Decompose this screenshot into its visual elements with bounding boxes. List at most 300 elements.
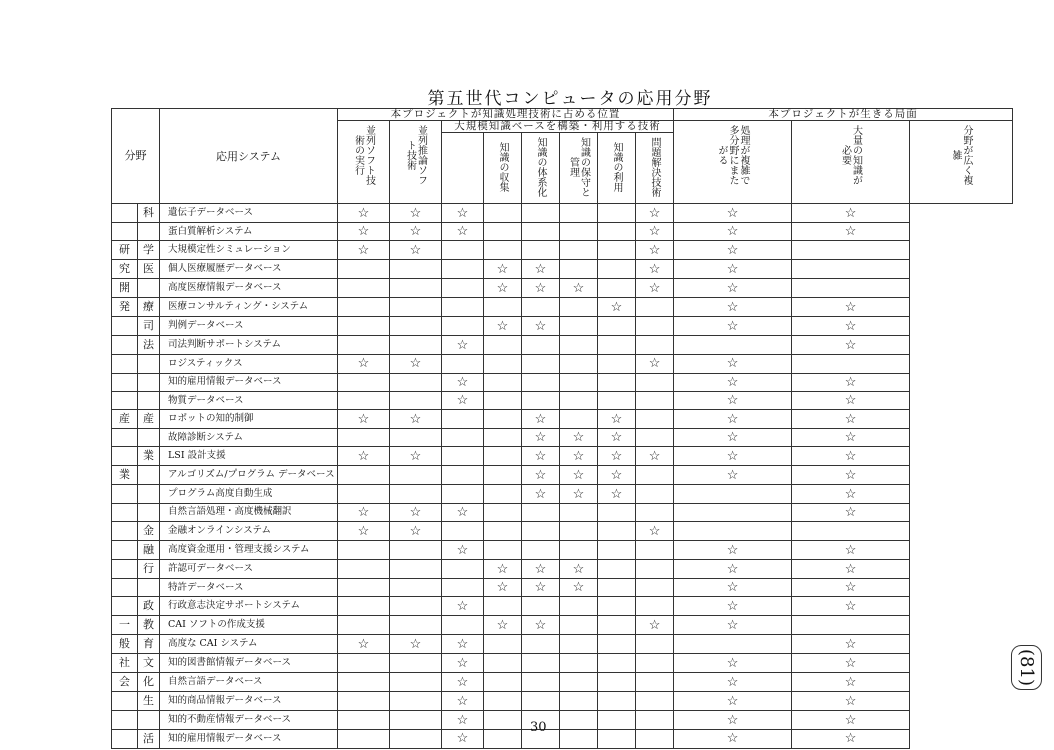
empty-mark-cell (560, 223, 598, 241)
empty-mark-cell (522, 241, 560, 260)
header-group-2: 本プロジェクトが生きる局面 (674, 109, 1013, 121)
empty-mark-cell (338, 391, 390, 409)
table-row (112, 336, 1013, 355)
empty-mark-cell (390, 597, 442, 616)
star-mark-cell: ☆ (636, 355, 674, 373)
star-mark-cell: ☆ (674, 223, 792, 241)
header-col-2-label: 並列推論ソフト技術 (404, 125, 427, 185)
subfield-cell: 化 (138, 673, 160, 692)
header-col-4-label: 知識の体系化 (535, 137, 546, 197)
empty-mark-cell (484, 597, 522, 616)
subfield-cell (138, 279, 160, 298)
empty-mark-cell (560, 654, 598, 673)
system-name-cell: 医療コンサルティング・システム (160, 298, 338, 317)
table-row (112, 541, 1013, 560)
star-mark-cell: ☆ (390, 522, 442, 541)
document-title: 第五世代コンピュータの応用分野 (427, 89, 713, 109)
empty-mark-cell (484, 241, 522, 260)
system-name-cell: 遺伝子データベース (160, 204, 338, 223)
field-cell: 究 (112, 260, 138, 279)
table-row (112, 729, 1013, 748)
empty-mark-cell (390, 336, 442, 355)
field-cell (112, 503, 138, 521)
empty-mark-cell (598, 560, 636, 579)
empty-mark-cell (636, 635, 674, 654)
subfield-cell: 育 (138, 635, 160, 654)
field-cell (112, 373, 138, 391)
star-mark-cell: ☆ (792, 373, 910, 391)
empty-mark-cell (560, 373, 598, 391)
star-mark-cell: ☆ (390, 503, 442, 521)
empty-mark-cell (560, 260, 598, 279)
star-mark-cell: ☆ (598, 485, 636, 503)
empty-mark-cell (522, 522, 560, 541)
empty-mark-cell (484, 429, 522, 447)
table-row (112, 673, 1013, 692)
table-row (112, 654, 1013, 673)
header-col-8-label: 処理が複雑で多分野にまたがる (716, 125, 750, 185)
subfield-cell: 産 (138, 410, 160, 429)
empty-mark-cell (390, 466, 442, 485)
empty-mark-cell (598, 673, 636, 692)
subfield-cell: 科 (138, 204, 160, 223)
field-cell: 業 (112, 466, 138, 485)
star-mark-cell: ☆ (674, 729, 792, 748)
star-mark-cell: ☆ (442, 391, 484, 409)
subfield-cell: 政 (138, 597, 160, 616)
empty-mark-cell (522, 355, 560, 373)
subfield-cell: 司 (138, 317, 160, 336)
header-bunya-label: 分野 (124, 149, 147, 162)
star-mark-cell: ☆ (792, 204, 910, 223)
field-cell (112, 692, 138, 711)
empty-mark-cell (484, 373, 522, 391)
system-name-cell: LSI 設計支援 (160, 447, 338, 466)
star-mark-cell: ☆ (484, 579, 522, 597)
star-mark-cell: ☆ (598, 429, 636, 447)
star-mark-cell: ☆ (636, 616, 674, 635)
system-name-cell: ロボットの知的制御 (160, 410, 338, 429)
empty-mark-cell (598, 241, 636, 260)
star-mark-cell: ☆ (338, 635, 390, 654)
empty-mark-cell (390, 616, 442, 635)
empty-mark-cell (522, 597, 560, 616)
empty-mark-cell (636, 410, 674, 429)
star-mark-cell: ☆ (674, 673, 792, 692)
empty-mark-cell (598, 373, 636, 391)
header-col-blank (442, 133, 484, 204)
star-mark-cell: ☆ (792, 635, 910, 654)
subfield-cell: 業 (138, 447, 160, 466)
header-col-1 (338, 121, 390, 204)
star-mark-cell: ☆ (792, 579, 910, 597)
star-mark-cell: ☆ (522, 560, 560, 579)
empty-mark-cell (390, 429, 442, 447)
empty-mark-cell (598, 635, 636, 654)
field-cell (112, 447, 138, 466)
empty-mark-cell (598, 579, 636, 597)
empty-mark-cell (598, 729, 636, 748)
empty-mark-cell (674, 503, 792, 521)
empty-mark-cell (390, 579, 442, 597)
empty-mark-cell (338, 579, 390, 597)
empty-mark-cell (442, 279, 484, 298)
table-row (112, 298, 1013, 317)
table-row (112, 410, 1013, 429)
empty-mark-cell (338, 373, 390, 391)
empty-mark-cell (522, 391, 560, 409)
system-name-cell: 許認可データベース (160, 560, 338, 579)
field-cell (112, 560, 138, 579)
empty-mark-cell (560, 503, 598, 521)
star-mark-cell: ☆ (792, 729, 910, 748)
star-mark-cell: ☆ (598, 466, 636, 485)
star-mark-cell: ☆ (484, 279, 522, 298)
table-body (112, 204, 1013, 749)
empty-mark-cell (442, 317, 484, 336)
subfield-cell (138, 429, 160, 447)
star-mark-cell: ☆ (674, 204, 792, 223)
subfield-cell: 教 (138, 616, 160, 635)
empty-mark-cell (338, 673, 390, 692)
star-mark-cell: ☆ (674, 466, 792, 485)
star-mark-cell: ☆ (484, 317, 522, 336)
system-name-cell: 知的図書館情報データベース (160, 654, 338, 673)
empty-mark-cell (522, 692, 560, 711)
star-mark-cell: ☆ (338, 241, 390, 260)
empty-mark-cell (674, 336, 792, 355)
star-mark-cell: ☆ (636, 279, 674, 298)
empty-mark-cell (598, 336, 636, 355)
star-mark-cell: ☆ (522, 485, 560, 503)
empty-mark-cell (792, 279, 910, 298)
system-name-cell: 蛋白質解析システム (160, 223, 338, 241)
header-col-1-label: 並列ソフト技術の実行 (352, 125, 375, 185)
system-name-cell: 知的雇用情報データベース (160, 729, 338, 748)
star-mark-cell: ☆ (674, 279, 792, 298)
field-cell (112, 541, 138, 560)
system-name-cell: 知的雇用情報データベース (160, 373, 338, 391)
subfield-cell (138, 391, 160, 409)
empty-mark-cell (484, 692, 522, 711)
system-name-cell: 大規模定性シミュレーション (160, 241, 338, 260)
empty-mark-cell (560, 391, 598, 409)
empty-mark-cell (560, 635, 598, 654)
field-cell (112, 223, 138, 241)
empty-mark-cell (560, 692, 598, 711)
header-group-1: 本プロジェクトが知識処理技術に占める位置 (338, 109, 674, 121)
system-name-cell: 物質データベース (160, 391, 338, 409)
star-mark-cell: ☆ (484, 560, 522, 579)
empty-mark-cell (636, 692, 674, 711)
star-mark-cell: ☆ (674, 355, 792, 373)
empty-mark-cell (338, 711, 390, 729)
star-mark-cell: ☆ (338, 503, 390, 521)
header-col-4 (522, 133, 560, 204)
field-cell: 社 (112, 654, 138, 673)
system-name-cell: CAI ソフトの作成支援 (160, 616, 338, 635)
empty-mark-cell (338, 485, 390, 503)
star-mark-cell: ☆ (792, 560, 910, 579)
star-mark-cell: ☆ (636, 260, 674, 279)
table-row (112, 355, 1013, 373)
empty-mark-cell (636, 729, 674, 748)
field-cell: 発 (112, 298, 138, 317)
table-row (112, 616, 1013, 635)
star-mark-cell: ☆ (522, 410, 560, 429)
empty-mark-cell (390, 373, 442, 391)
table-row (112, 204, 1013, 223)
system-name-cell: ロジスティックス (160, 355, 338, 373)
empty-mark-cell (442, 466, 484, 485)
star-mark-cell: ☆ (636, 204, 674, 223)
header-col-2 (390, 121, 442, 204)
empty-mark-cell (484, 673, 522, 692)
empty-mark-cell (636, 485, 674, 503)
table-row (112, 579, 1013, 597)
empty-mark-cell (598, 597, 636, 616)
system-name-cell: 故障診断システム (160, 429, 338, 447)
header-col-6 (598, 133, 636, 204)
table-row (112, 711, 1013, 729)
field-cell: 般 (112, 635, 138, 654)
star-mark-cell: ☆ (674, 579, 792, 597)
star-mark-cell: ☆ (560, 560, 598, 579)
star-mark-cell: ☆ (792, 447, 910, 466)
field-cell (112, 355, 138, 373)
header-col-3 (484, 133, 522, 204)
star-mark-cell: ☆ (522, 466, 560, 485)
star-mark-cell: ☆ (792, 541, 910, 560)
star-mark-cell: ☆ (390, 635, 442, 654)
star-mark-cell: ☆ (560, 447, 598, 466)
star-mark-cell: ☆ (390, 447, 442, 466)
empty-mark-cell (636, 541, 674, 560)
header-col-9 (792, 121, 910, 204)
empty-mark-cell (792, 241, 910, 260)
empty-mark-cell (338, 654, 390, 673)
empty-mark-cell (598, 503, 636, 521)
field-cell: 一 (112, 616, 138, 635)
empty-mark-cell (560, 616, 598, 635)
header-col-7 (636, 133, 674, 204)
empty-mark-cell (598, 317, 636, 336)
empty-mark-cell (484, 336, 522, 355)
empty-mark-cell (390, 260, 442, 279)
empty-mark-cell (484, 391, 522, 409)
subfield-cell: 生 (138, 692, 160, 711)
empty-mark-cell (484, 541, 522, 560)
star-mark-cell: ☆ (792, 410, 910, 429)
star-mark-cell: ☆ (338, 355, 390, 373)
system-name-cell: 自然言語データベース (160, 673, 338, 692)
empty-mark-cell (792, 355, 910, 373)
header-col-10 (910, 121, 1013, 204)
empty-mark-cell (484, 729, 522, 748)
header-col-7-label: 問題解決技術 (649, 137, 661, 197)
empty-mark-cell (598, 692, 636, 711)
star-mark-cell: ☆ (442, 373, 484, 391)
empty-mark-cell (560, 522, 598, 541)
subfield-cell: 活 (138, 729, 160, 748)
table-row (112, 597, 1013, 616)
field-cell: 会 (112, 673, 138, 692)
page-number: 30 (530, 720, 547, 735)
subfield-cell: 学 (138, 241, 160, 260)
empty-mark-cell (792, 260, 910, 279)
empty-mark-cell (598, 260, 636, 279)
subfield-cell (138, 373, 160, 391)
empty-mark-cell (484, 654, 522, 673)
empty-mark-cell (598, 355, 636, 373)
table-row (112, 447, 1013, 466)
empty-mark-cell (484, 522, 522, 541)
empty-mark-cell (442, 522, 484, 541)
empty-mark-cell (484, 635, 522, 654)
empty-mark-cell (636, 503, 674, 521)
empty-mark-cell (390, 541, 442, 560)
subfield-cell: 融 (138, 541, 160, 560)
star-mark-cell: ☆ (560, 429, 598, 447)
star-mark-cell: ☆ (674, 447, 792, 466)
system-name-cell: 知的商品情報データベース (160, 692, 338, 711)
system-name-cell: 判例データベース (160, 317, 338, 336)
empty-mark-cell (636, 429, 674, 447)
star-mark-cell: ☆ (792, 503, 910, 521)
star-mark-cell: ☆ (390, 355, 442, 373)
star-mark-cell: ☆ (674, 241, 792, 260)
star-mark-cell: ☆ (674, 711, 792, 729)
field-cell (112, 317, 138, 336)
star-mark-cell: ☆ (338, 204, 390, 223)
field-cell: 開 (112, 279, 138, 298)
star-mark-cell: ☆ (674, 391, 792, 409)
subfield-cell: 文 (138, 654, 160, 673)
system-name-cell: 高度医療情報データベース (160, 279, 338, 298)
subfield-cell: 金 (138, 522, 160, 541)
system-name-cell: 高度資金運用・管理支援システム (160, 541, 338, 560)
star-mark-cell: ☆ (522, 447, 560, 466)
header-col-5 (560, 133, 598, 204)
empty-mark-cell (636, 298, 674, 317)
empty-mark-cell (390, 711, 442, 729)
star-mark-cell: ☆ (598, 410, 636, 429)
star-mark-cell: ☆ (792, 466, 910, 485)
subfield-cell (138, 355, 160, 373)
system-name-cell: 高度な CAI システム (160, 635, 338, 654)
system-name-cell: アルゴリズム/プログラム データベース (160, 466, 338, 485)
empty-mark-cell (636, 317, 674, 336)
star-mark-cell: ☆ (792, 429, 910, 447)
empty-mark-cell (442, 560, 484, 579)
header-col-6-label: 知識の利用 (611, 142, 622, 192)
header-col-8 (674, 121, 792, 204)
star-mark-cell: ☆ (560, 579, 598, 597)
empty-mark-cell (390, 654, 442, 673)
side-label: (81) (1011, 645, 1042, 690)
star-mark-cell: ☆ (522, 579, 560, 597)
field-cell (112, 711, 138, 729)
empty-mark-cell (484, 204, 522, 223)
empty-mark-cell (560, 204, 598, 223)
subfield-cell: 療 (138, 298, 160, 317)
star-mark-cell: ☆ (390, 223, 442, 241)
star-mark-cell: ☆ (598, 298, 636, 317)
empty-mark-cell (338, 729, 390, 748)
empty-mark-cell (560, 673, 598, 692)
star-mark-cell: ☆ (674, 692, 792, 711)
system-name-cell: 金融オンラインシステム (160, 522, 338, 541)
star-mark-cell: ☆ (560, 466, 598, 485)
star-mark-cell: ☆ (674, 560, 792, 579)
empty-mark-cell (598, 616, 636, 635)
empty-mark-cell (390, 279, 442, 298)
system-name-cell: プログラム高度自動生成 (160, 485, 338, 503)
empty-mark-cell (338, 466, 390, 485)
field-cell (112, 579, 138, 597)
empty-mark-cell (560, 298, 598, 317)
empty-mark-cell (560, 317, 598, 336)
subfield-cell: 医 (138, 260, 160, 279)
empty-mark-cell (484, 447, 522, 466)
empty-mark-cell (390, 391, 442, 409)
empty-mark-cell (522, 541, 560, 560)
star-mark-cell: ☆ (792, 711, 910, 729)
star-mark-cell: ☆ (442, 711, 484, 729)
empty-mark-cell (338, 597, 390, 616)
empty-mark-cell (338, 336, 390, 355)
empty-mark-cell (636, 391, 674, 409)
empty-mark-cell (390, 560, 442, 579)
empty-mark-cell (522, 673, 560, 692)
empty-mark-cell (484, 223, 522, 241)
empty-mark-cell (484, 410, 522, 429)
empty-mark-cell (484, 466, 522, 485)
star-mark-cell: ☆ (792, 597, 910, 616)
star-mark-cell: ☆ (674, 597, 792, 616)
subfield-cell (138, 711, 160, 729)
empty-mark-cell (636, 673, 674, 692)
star-mark-cell: ☆ (338, 223, 390, 241)
field-cell (112, 485, 138, 503)
star-mark-cell: ☆ (390, 241, 442, 260)
empty-mark-cell (484, 711, 522, 729)
star-mark-cell: ☆ (442, 336, 484, 355)
system-name-cell: 知的不動産情報データベース (160, 711, 338, 729)
table-row (112, 373, 1013, 391)
empty-mark-cell (484, 485, 522, 503)
empty-mark-cell (390, 692, 442, 711)
star-mark-cell: ☆ (792, 673, 910, 692)
table-row (112, 485, 1013, 503)
empty-mark-cell (390, 317, 442, 336)
empty-mark-cell (560, 410, 598, 429)
field-cell (112, 729, 138, 748)
empty-mark-cell (338, 429, 390, 447)
empty-mark-cell (522, 373, 560, 391)
star-mark-cell: ☆ (390, 204, 442, 223)
empty-mark-cell (598, 541, 636, 560)
empty-mark-cell (560, 729, 598, 748)
star-mark-cell: ☆ (442, 204, 484, 223)
star-mark-cell: ☆ (792, 692, 910, 711)
star-mark-cell: ☆ (442, 635, 484, 654)
empty-mark-cell (792, 522, 910, 541)
system-name-cell: 個人医療履歴データベース (160, 260, 338, 279)
empty-mark-cell (636, 466, 674, 485)
empty-mark-cell (338, 298, 390, 317)
empty-mark-cell (390, 298, 442, 317)
